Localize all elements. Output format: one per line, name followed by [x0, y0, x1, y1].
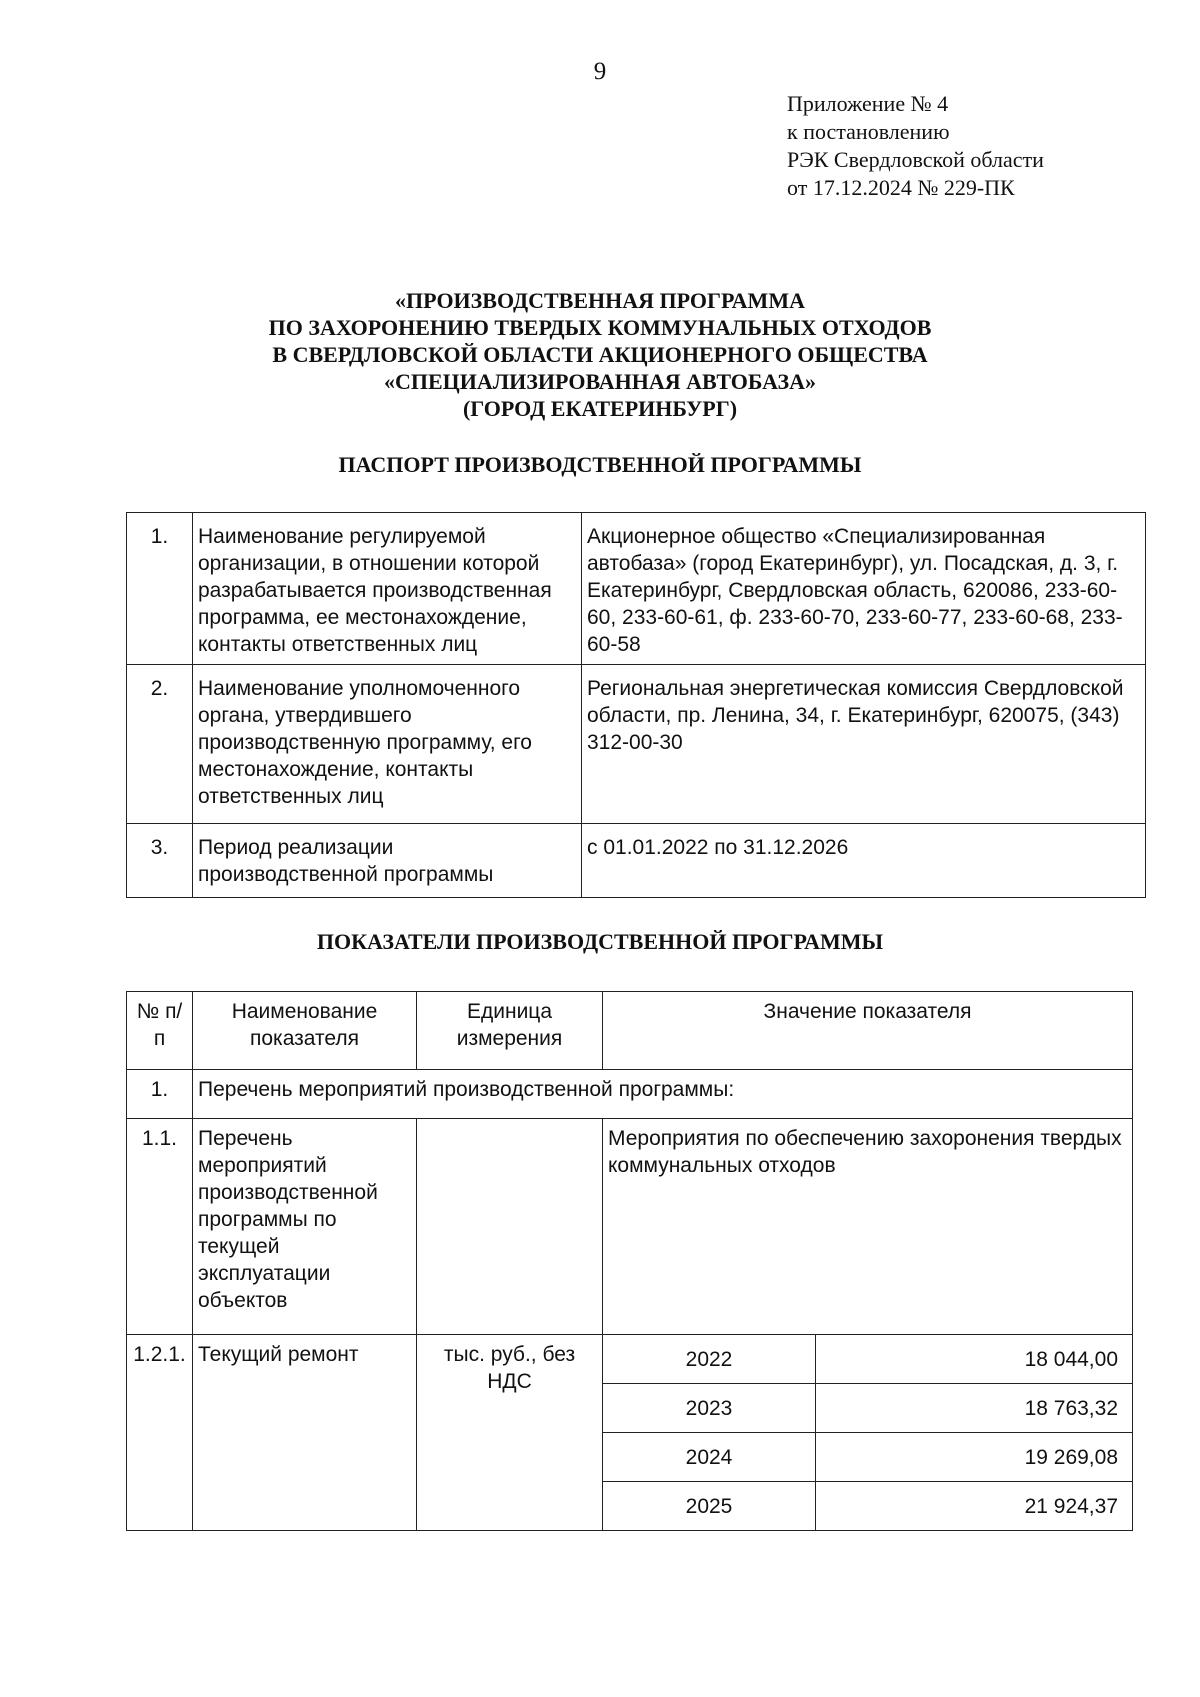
- value-cell: 18 763,32: [816, 1384, 1133, 1433]
- document-title: [0, 287, 1200, 422]
- row-text: Перечень мероприятий производственной программы:: [193, 1070, 1133, 1119]
- table-row: [127, 824, 1146, 898]
- header-row: [127, 992, 1133, 1070]
- indicators-table: [126, 991, 1133, 1531]
- appendix-block: [787, 90, 1044, 202]
- title-line: В СВЕРДЛОВСКОЙ ОБЛАСТИ АКЦИОНЕРНОГО ОБЩЕСТВА: [272, 342, 928, 367]
- row-value: с 01.01.2022 по 31.12.2026: [582, 824, 1146, 898]
- appendix-line: к постановлению: [787, 119, 950, 144]
- table-row: [127, 1119, 1133, 1335]
- row-number: 1.1.: [127, 1119, 193, 1335]
- row-unit: тыс. руб., без НДС: [417, 1335, 603, 1531]
- row-name: Текущий ремонт: [193, 1335, 417, 1531]
- row-number: 1.: [127, 1070, 193, 1119]
- table-row: [127, 1070, 1133, 1119]
- year-cell: 2023: [603, 1384, 816, 1433]
- year-cell: 2024: [603, 1433, 816, 1482]
- title-line: «СПЕЦИАЛИЗИРОВАННАЯ АВТОБАЗА»: [384, 369, 816, 394]
- row-value: Мероприятия по обеспечению захоронения твердых коммунальных отходов: [603, 1119, 1133, 1335]
- row-label: Наименование регулируемой организации, в отношении которой разрабатывается производственная программа, ее местонахождение, контакты ответственных лиц: [193, 513, 582, 665]
- passport-table: [126, 512, 1146, 898]
- row-label: Наименование уполномоченного органа, утвердившего производственную программу, его местонахождение, контакты ответственных лиц: [193, 665, 582, 824]
- appendix-line: от 17.12.2024 № 229-ПК: [787, 175, 1015, 200]
- row-value: Региональная энергетическая комиссия Свердловской области, пр. Ленина, 34, г. Екатеринбург, 620075, (343) 312-00-30: [582, 665, 1146, 824]
- page-number: 9: [593, 58, 607, 85]
- title-line: (ГОРОД ЕКАТЕРИНБУРГ): [462, 396, 738, 421]
- title-line: ПО ЗАХОРОНЕНИЮ ТВЕРДЫХ КОММУНАЛЬНЫХ ОТХОДОВ: [268, 315, 932, 340]
- row-number: 2.: [127, 665, 193, 824]
- header-value: Значение показателя: [603, 992, 1133, 1070]
- value-cell: 19 269,08: [816, 1433, 1133, 1482]
- row-name: Перечень мероприятий производственной программы по текущей эксплуатации объектов: [193, 1119, 417, 1335]
- row-number: 3.: [127, 824, 193, 898]
- value-cell: 18 044,00: [816, 1335, 1133, 1384]
- appendix-line: Приложение № 4: [787, 91, 949, 116]
- appendix-line: РЭК Свердловской области: [787, 147, 1044, 172]
- table-row: [127, 513, 1146, 665]
- table-row: [127, 1335, 1133, 1384]
- header-name: Наименование показателя: [193, 992, 417, 1070]
- indicators-heading: ПОКАЗАТЕЛИ ПРОИЗВОДСТВЕННОЙ ПРОГРАММЫ: [316, 929, 884, 954]
- row-number: 1.2.1.: [127, 1335, 193, 1531]
- passport-heading: ПАСПОРТ ПРОИЗВОДСТВЕННОЙ ПРОГРАММЫ: [338, 452, 862, 477]
- year-cell: 2025: [603, 1482, 816, 1531]
- row-unit: [417, 1119, 603, 1335]
- row-label: Период реализации производственной программы: [193, 824, 582, 898]
- table-row: [127, 665, 1146, 824]
- year-cell: 2022: [603, 1335, 816, 1384]
- header-unit: Единица измерения: [417, 992, 603, 1070]
- title-line: «ПРОИЗВОДСТВЕННАЯ ПРОГРАММА: [395, 288, 805, 313]
- row-value: Акционерное общество «Специализированная автобаза» (город Екатеринбург), ул. Посадская, д. 3, г. Екатеринбург, Свердловская область, 620086, 233-60-60, 233-60-61, ф. 233-60-70, 233-60-77, 233-60-68, 233-60-58: [582, 513, 1146, 665]
- value-cell: 21 924,37: [816, 1482, 1133, 1531]
- row-number: 1.: [127, 513, 193, 665]
- header-num: № п/п: [127, 992, 193, 1070]
